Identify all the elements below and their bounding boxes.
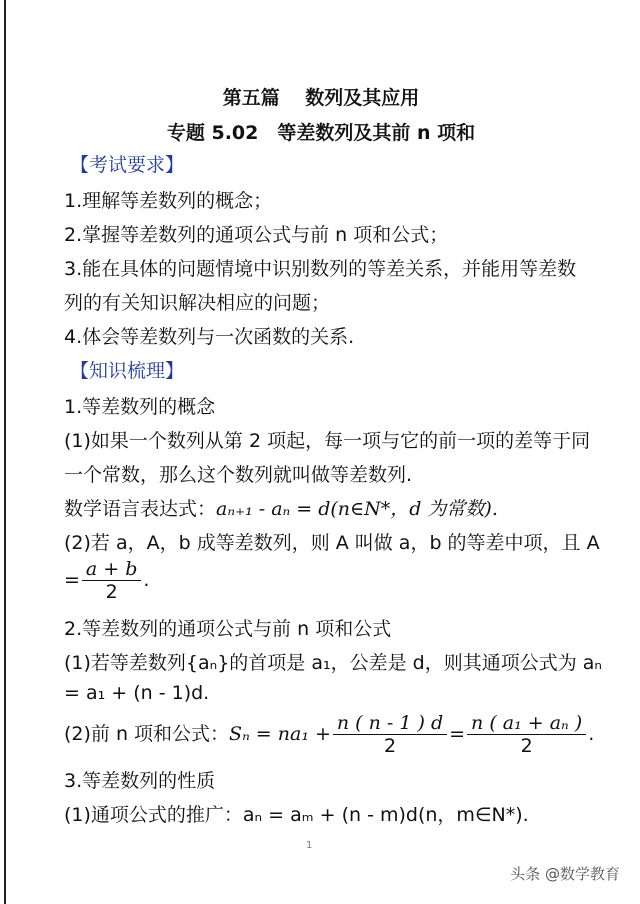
subheading: 1.等差数列的概念 [64,396,216,418]
paragraph-line: (1)若等差数列{aₙ}的首项是 a₁，公差是 d，则其通项公式为 aₙ [64,652,602,674]
fraction-numerator: n ( a₁ + aₙ ) [467,712,586,735]
sum-formula-line [64,712,594,757]
chapter-title: 第五篇 数列及其应用 [222,87,420,109]
sum-lhs: Sₙ = na₁ + [229,723,331,745]
document-page [4,0,636,904]
sum-fraction-2 [467,712,586,757]
middle-term-fraction [82,558,142,603]
fraction-denominator: 2 [520,735,533,757]
requirement-line: 4.体会等差数列与一次函数的关系. [64,326,355,348]
equals-sign: = [449,723,466,745]
period: . [588,723,595,745]
requirement-line: 列的有关知识解决相应的问题； [64,292,331,314]
subheading: 3.等差数列的性质 [64,770,216,792]
fraction-denominator: 2 [105,581,118,603]
section-exam-requirements: 【考试要求】 [70,154,185,176]
formula-label: 数学语言表达式： [64,498,217,520]
paragraph-line: (1)如果一个数列从第 2 项起，每一项与它的前一项的差等于同 [64,430,591,452]
fraction-numerator: n ( n - 1 ) d [333,712,447,735]
requirement-line: 3.能在具体的问题情境中识别数列的等差关系，并能用等差数 [64,258,577,280]
sum-fraction-1 [333,712,447,757]
subheading: 2.等差数列的通项公式与前 n 项和公式 [64,618,392,640]
formula-label: (2)前 n 项和公式： [64,723,230,745]
requirement-line: 2.掌握等差数列的通项公式与前 n 项和公式； [64,224,449,246]
topic-title: 专题 5.02 等差数列及其前 n 项和 [166,122,476,144]
period: . [143,569,150,591]
watermark: 头条 @数学教育 [510,865,620,883]
formula-line: = a₁ + (n - 1)d. [64,682,210,704]
section-knowledge: 【知识梳理】 [70,360,185,382]
requirement-line: 1.理解等差数列的概念； [64,190,273,212]
fraction-denominator: 2 [383,735,397,757]
page-number: 1 [306,840,313,851]
paragraph-line: 一个常数，那么这个数列就叫做等差数列. [64,464,413,486]
paragraph-line: (1)通项公式的推广：aₙ = aₘ + (n - m)d(n，m∈N*). [64,804,529,826]
recurrence-formula: aₙ₊₁ - aₙ = d(n∈N*，d 为常数). [216,498,498,520]
formula-line [64,558,149,603]
equals-sign: = [64,569,80,591]
fraction-numerator: a + b [82,558,142,581]
formula-line [64,494,498,521]
paragraph-line: (2)若 a，A，b 成等差数列，则 A 叫做 a，b 的等差中项，且 A [64,532,600,554]
